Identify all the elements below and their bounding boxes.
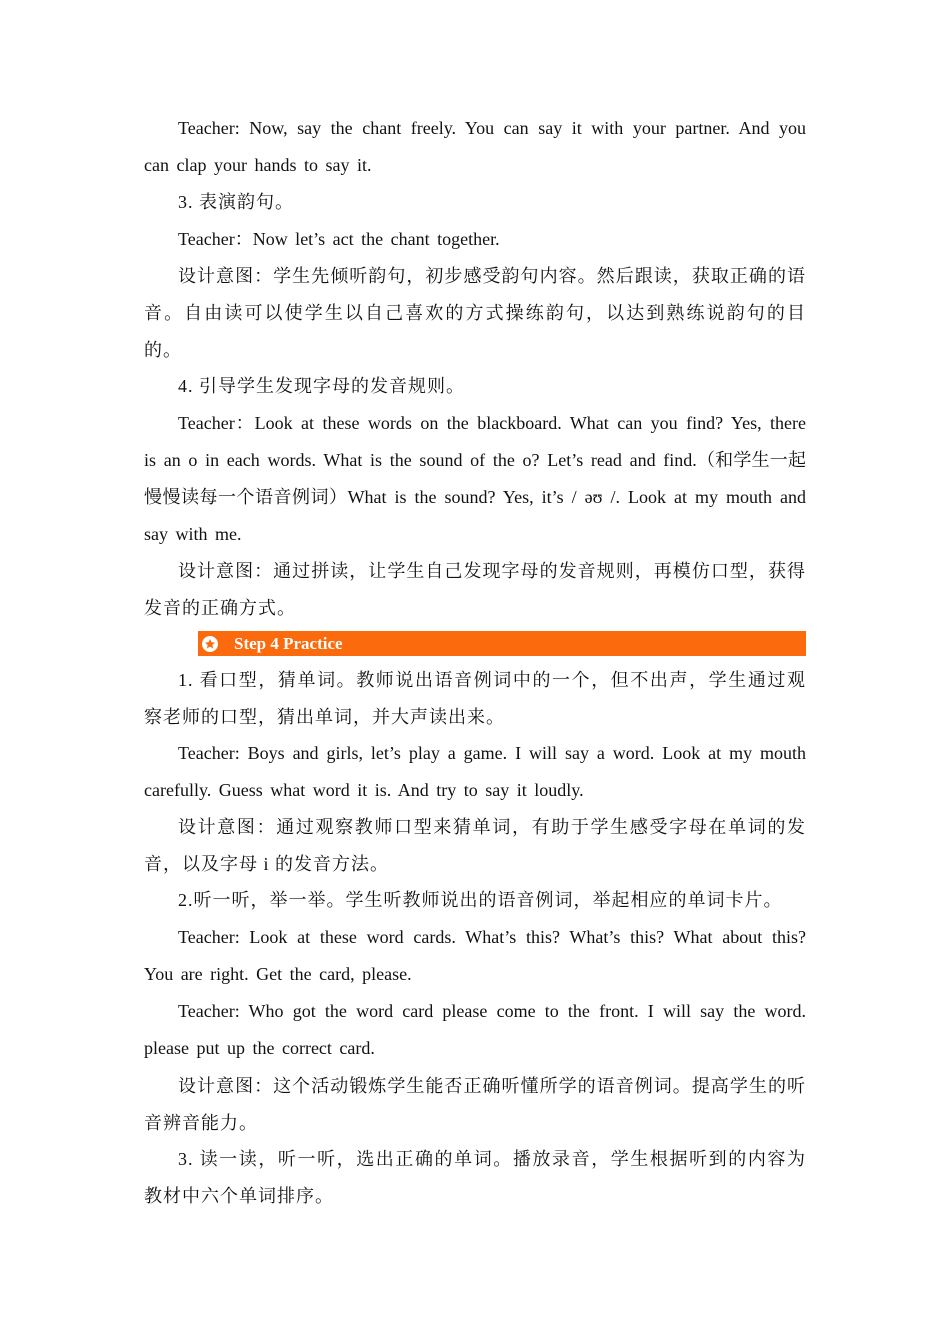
paragraph-design-intent-4: 设计意图：这个活动锻炼学生能否正确听懂所学的语音例词。提高学生的听音辨音能力。 [144,1076,806,1133]
paragraph-chant-freely: Teacher: Now, say the chant freely. You can say it with your partner. And you can clap your hands to say it. [144,118,806,175]
paragraph-listen-raise-heading: 2.听一听，举一举。学生听教师说出的语音例词，举起相应的单词卡片。 [178,890,783,910]
paragraph-come-to-front: Teacher: Who got the word card please come to the front. I will say the word. please put up the correct card. [144,1001,806,1058]
paragraph-read-listen-heading: 3. 读一读，听一听，选出正确的单词。播放录音，学生根据听到的内容为教材中六个单词排序。 [144,1149,806,1206]
paragraph-design-intent-1: 设计意图：学生先倾听韵句，初步感受韵句内容。然后跟读，获取正确的语音。自由读可以使学生以自己喜欢的方式操练韵句，以达到熟练说韵句的目的。 [144,266,806,360]
paragraph-act-chant: Teacher：Now let’s act the chant together. [178,229,500,249]
step-4-header [198,631,806,656]
step-4-title: Step 4 Practice [234,633,343,653]
paragraph-design-intent-3: 设计意图：通过观察教师口型来猜单词，有助于学生感受字母在单词的发音，以及字母 i 的发音方法。 [144,817,806,874]
paragraph-play-game: Teacher: Boys and girls, let’s play a game. I will say a word. Look at my mouth carefully. Guess what word it is. And try to say it loudly. [144,743,806,800]
star-circle-icon [202,636,218,652]
paragraph-act-chant-heading: 3. 表演韵句。 [178,192,294,212]
paragraph-pronunciation-rules-heading: 4. 引导学生发现字母的发音规则。 [178,376,465,396]
paragraph-design-intent-2: 设计意图：通过拼读，让学生自己发现字母的发音规则，再模仿口型，获得发音的正确方式。 [144,561,806,618]
paragraph-guess-word-heading: 1. 看口型，猜单词。教师说出语音例词中的一个，但不出声，学生通过观察老师的口型，猜出单词，并大声读出来。 [144,670,806,727]
paragraph-word-cards: Teacher: Look at these word cards. What’s this? What’s this? What about this? You are right. Get the card, please. [144,927,806,984]
paragraph-blackboard-words: Teacher：Look at these words on the blackboard. What can you find? Yes, there is an o in each words. What is the sound of the o? Let’s read and find.（和学生一起慢慢读每一个语音例词）What is the sound? Yes, it’s / əʊ /. Look at my mouth and say with me. [144,413,806,544]
